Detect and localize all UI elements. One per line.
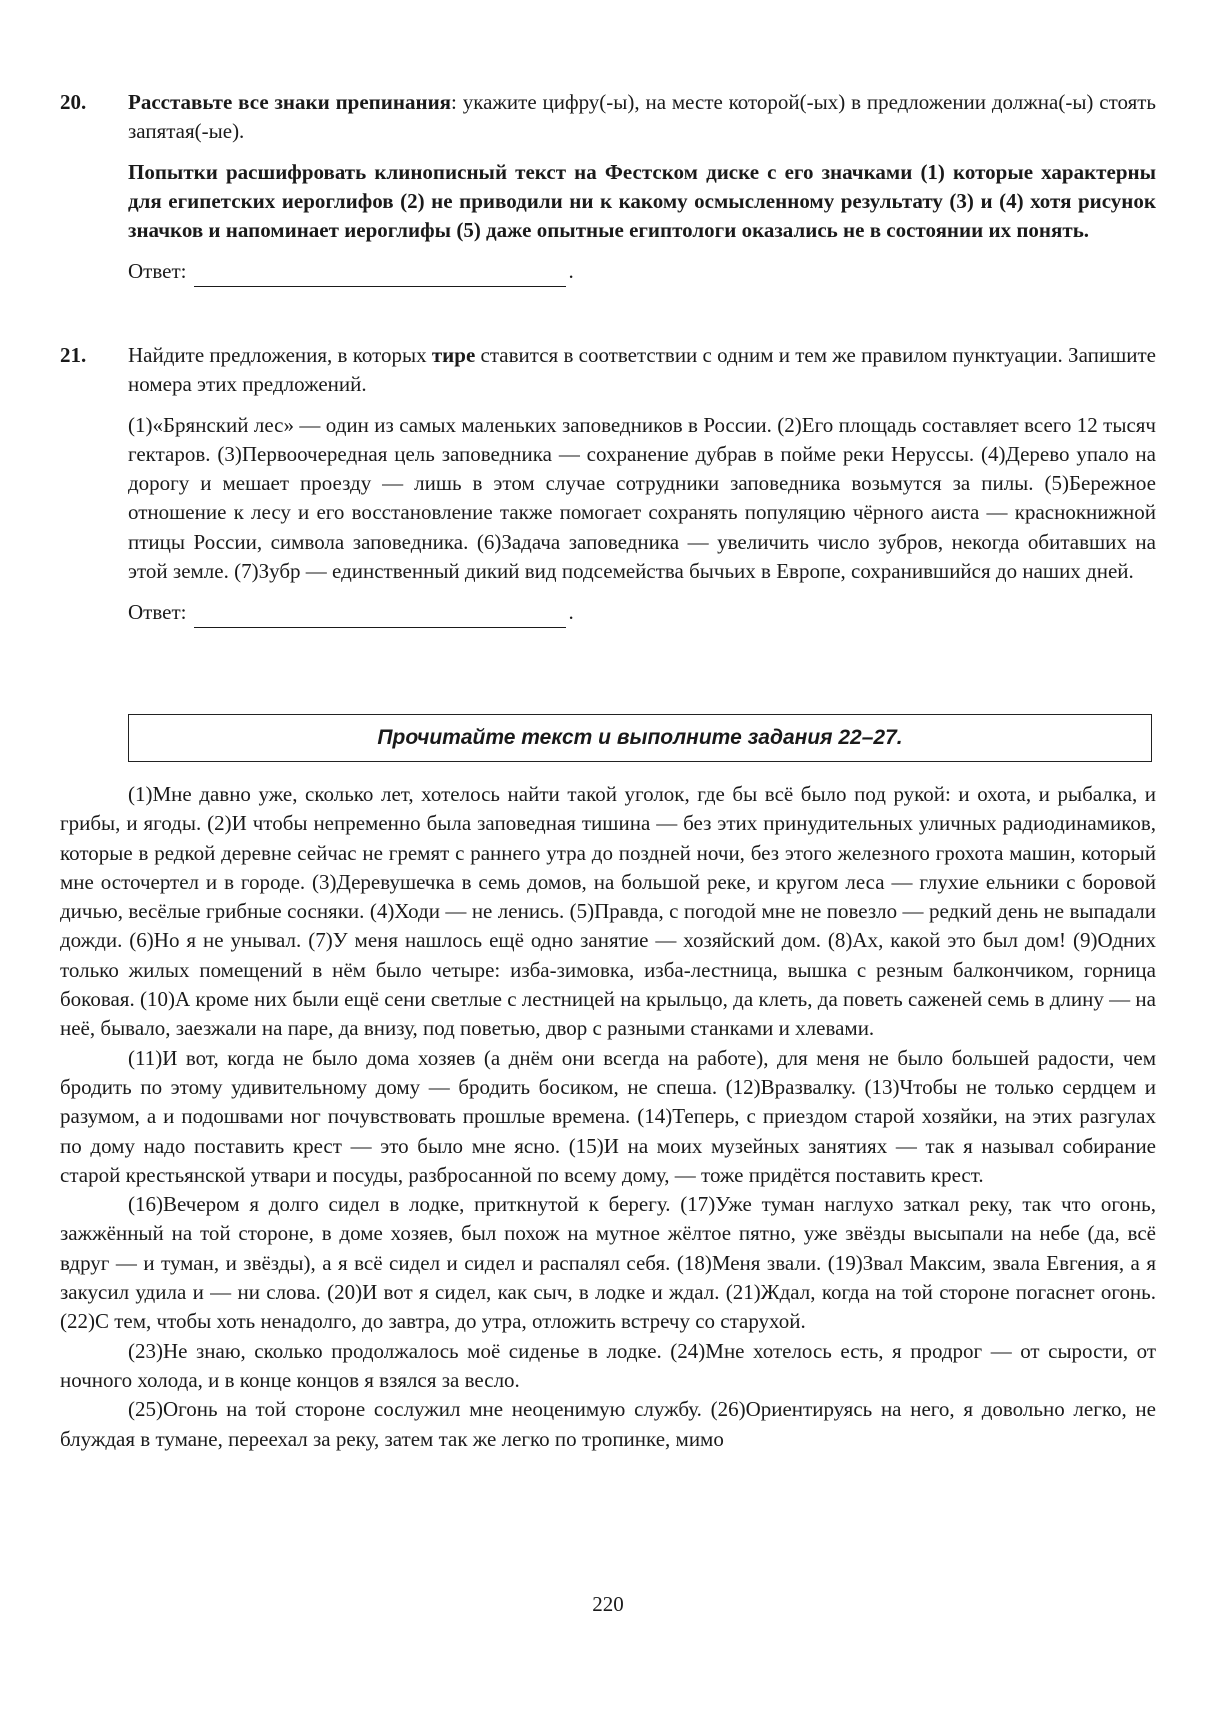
answer-end-mark: . (568, 600, 574, 625)
task-instruction (128, 88, 1156, 147)
task-20 (60, 88, 1156, 287)
task-body (128, 341, 1156, 628)
answer-row (128, 598, 1156, 627)
reading-paragraph: (1)Мне давно уже, сколько лет, хотелось найти такой уголок, где бы всё было под рукой: и охота, и рыбалка, и грибы, и ягоды. (2)И чтобы непременно была заповедная тишина — без этих принудительных уличных радиодинамиков, которые в редкой деревне сейчас не гремят с раннего утра до поздней ночи, без этого железного грохота машин, который мне осточертел и в городе. (3)Деревушечка в семь домов, на большой реке, и кругом леса — глухие ельники с боровой дичью, весёлые грибные сосняки. (4)Ходи — не ленись. (5)Правда, с погодой мне не повезло — редкий день не выпадали дожди. (6)Но я не унывал. (7)У меня нашлось ещё одно занятие — хозяйский дом. (8)Ах, какой это был дом! (9)Одних только жилых помещений в нём было четыре: изба-зимовка, изба-лестница, вышка с резным балкончиком, горница боковая. (10)А кроме них были ещё сени светлые с лестницей на крыльцо, да клеть, да поветь саженей семь в длину — на неё, бывало, заезжали на паре, да внизу, под поветью, двор с разными станками и хлевами. (60, 782, 1156, 1041)
reading-paragraph: (23)Не знаю, сколько продолжалось моё сиденье в лодке. (24)Мне хотелось есть, я продрог — от сырости, от ночного холода, и в конце концов я взялся за весло. (60, 1338, 1156, 1392)
task-instruction (128, 341, 1156, 400)
instruction-bold: тире (431, 343, 476, 367)
instruction-bold: Расставьте все знаки препинания (128, 90, 452, 114)
instruction-post: ставится в соответствии с одним и тем же правилом пунктуации. Запишите номера этих предложений. (128, 343, 1156, 397)
answer-label: Ответ: (128, 600, 187, 625)
instruction-rest: : укажите цифру(-ы), на месте которой(-ых) в предложении должна(-ы) стоять запятая(-ые). (128, 90, 1156, 144)
task-number: 21. (60, 343, 87, 367)
reading-paragraph: (16)Вечером я долго сидел в лодке, приткнутой к берегу. (17)Уже туман наглухо заткал реку, так что огонь, зажжённый на той стороне, в доме хозяев, был похож на мутное жёлтое пятно, уже звёзды высыпали на небе (да, всё вдруг — и туман, и звёзды), а я всё сидел и сидел и распалял себя. (18)Меня звали. (19)Звал Максим, звала Евгения, а я закусил удила и — ни слова. (20)И вот я сидел, как сыч, в лодке и ждал. (21)Ждал, когда на той стороне погаснет огонь. (22)С тем, чтобы хоть ненадолго, до завтра, до утра, отложить встречу со старухой. (60, 1192, 1156, 1334)
task-body (128, 88, 1156, 287)
reading-paragraph: (25)Огонь на той стороне сослужил мне неоценимую службу. (26)Ориентируясь на него, я довольно легко, не блуждая в тумане, переехал за реку, затем так же легко по тропинке, мимо (60, 1397, 1156, 1451)
answer-label: Ответ: (128, 259, 187, 284)
task-passage: (1)«Брянский лес» — один из самых маленьких заповедников в России. (2)Его площадь составляет всего 12 тысяч гектаров. (3)Первоочередная цель заповедника — сохранение дубрав в пойме реки Неруссы. (4)Дерево упало на дорогу и мешает проезду — лишь в этом случае сотрудники заповедника возьмутся за пилы. (5)Бережное отношение к лесу и его восстановление также помогает сохранять популяцию чёрного аиста — краснокнижной птицы России, символа заповедника. (6)Задача заповедника — увеличить число зубров, некогда обитавших на этой земле. (7)Зубр — единственный дикий вид подсемейства бычьих в Европе, сохранившийся до наших дней. (128, 412, 1156, 584)
reading-text (60, 780, 1156, 1454)
reading-instruction-banner (128, 714, 1152, 762)
page-number: 220 (592, 1592, 624, 1616)
instruction-pre: Найдите предложения, в которых (128, 343, 432, 367)
task-number: 20. (60, 90, 87, 114)
answer-input-line[interactable] (194, 266, 566, 287)
answer-input-line[interactable] (194, 607, 566, 628)
task-sentence: Попытки расшифровать клинописный текст на Фестском диске с его значками (1) которые характерны для египетских иероглифов (2) не приводили ни к какому осмысленному результату (3) и (4) хотя рисунок значков и напоминает иероглифы (5) даже опытные египтологи оказались не в состоянии их понять. (128, 159, 1156, 243)
task-21 (60, 341, 1156, 628)
reading-paragraph: (11)И вот, когда не было дома хозяев (а днём они всегда на работе), для меня не было большей радости, чем бродить по этому удивительному дому — бродить босиком, не спеша. (12)Вразвалку. (13)Чтобы не только сердцем и разумом, а и подошвами ног почувствовать прошлые времена. (14)Теперь, с приездом старой хозяйки, на этих разгулах по дому надо поставить крест — это было мне ясно. (15)И на моих музейных занятиях — так я называл собирание старой крестьянской утвари и посуды, разбросанной по всему дому, — тоже придётся поставить крест. (60, 1045, 1156, 1187)
answer-end-mark: . (568, 259, 574, 284)
banner-text: Прочитайте текст и выполните задания 22–27. (377, 726, 903, 750)
answer-row (128, 257, 1156, 286)
